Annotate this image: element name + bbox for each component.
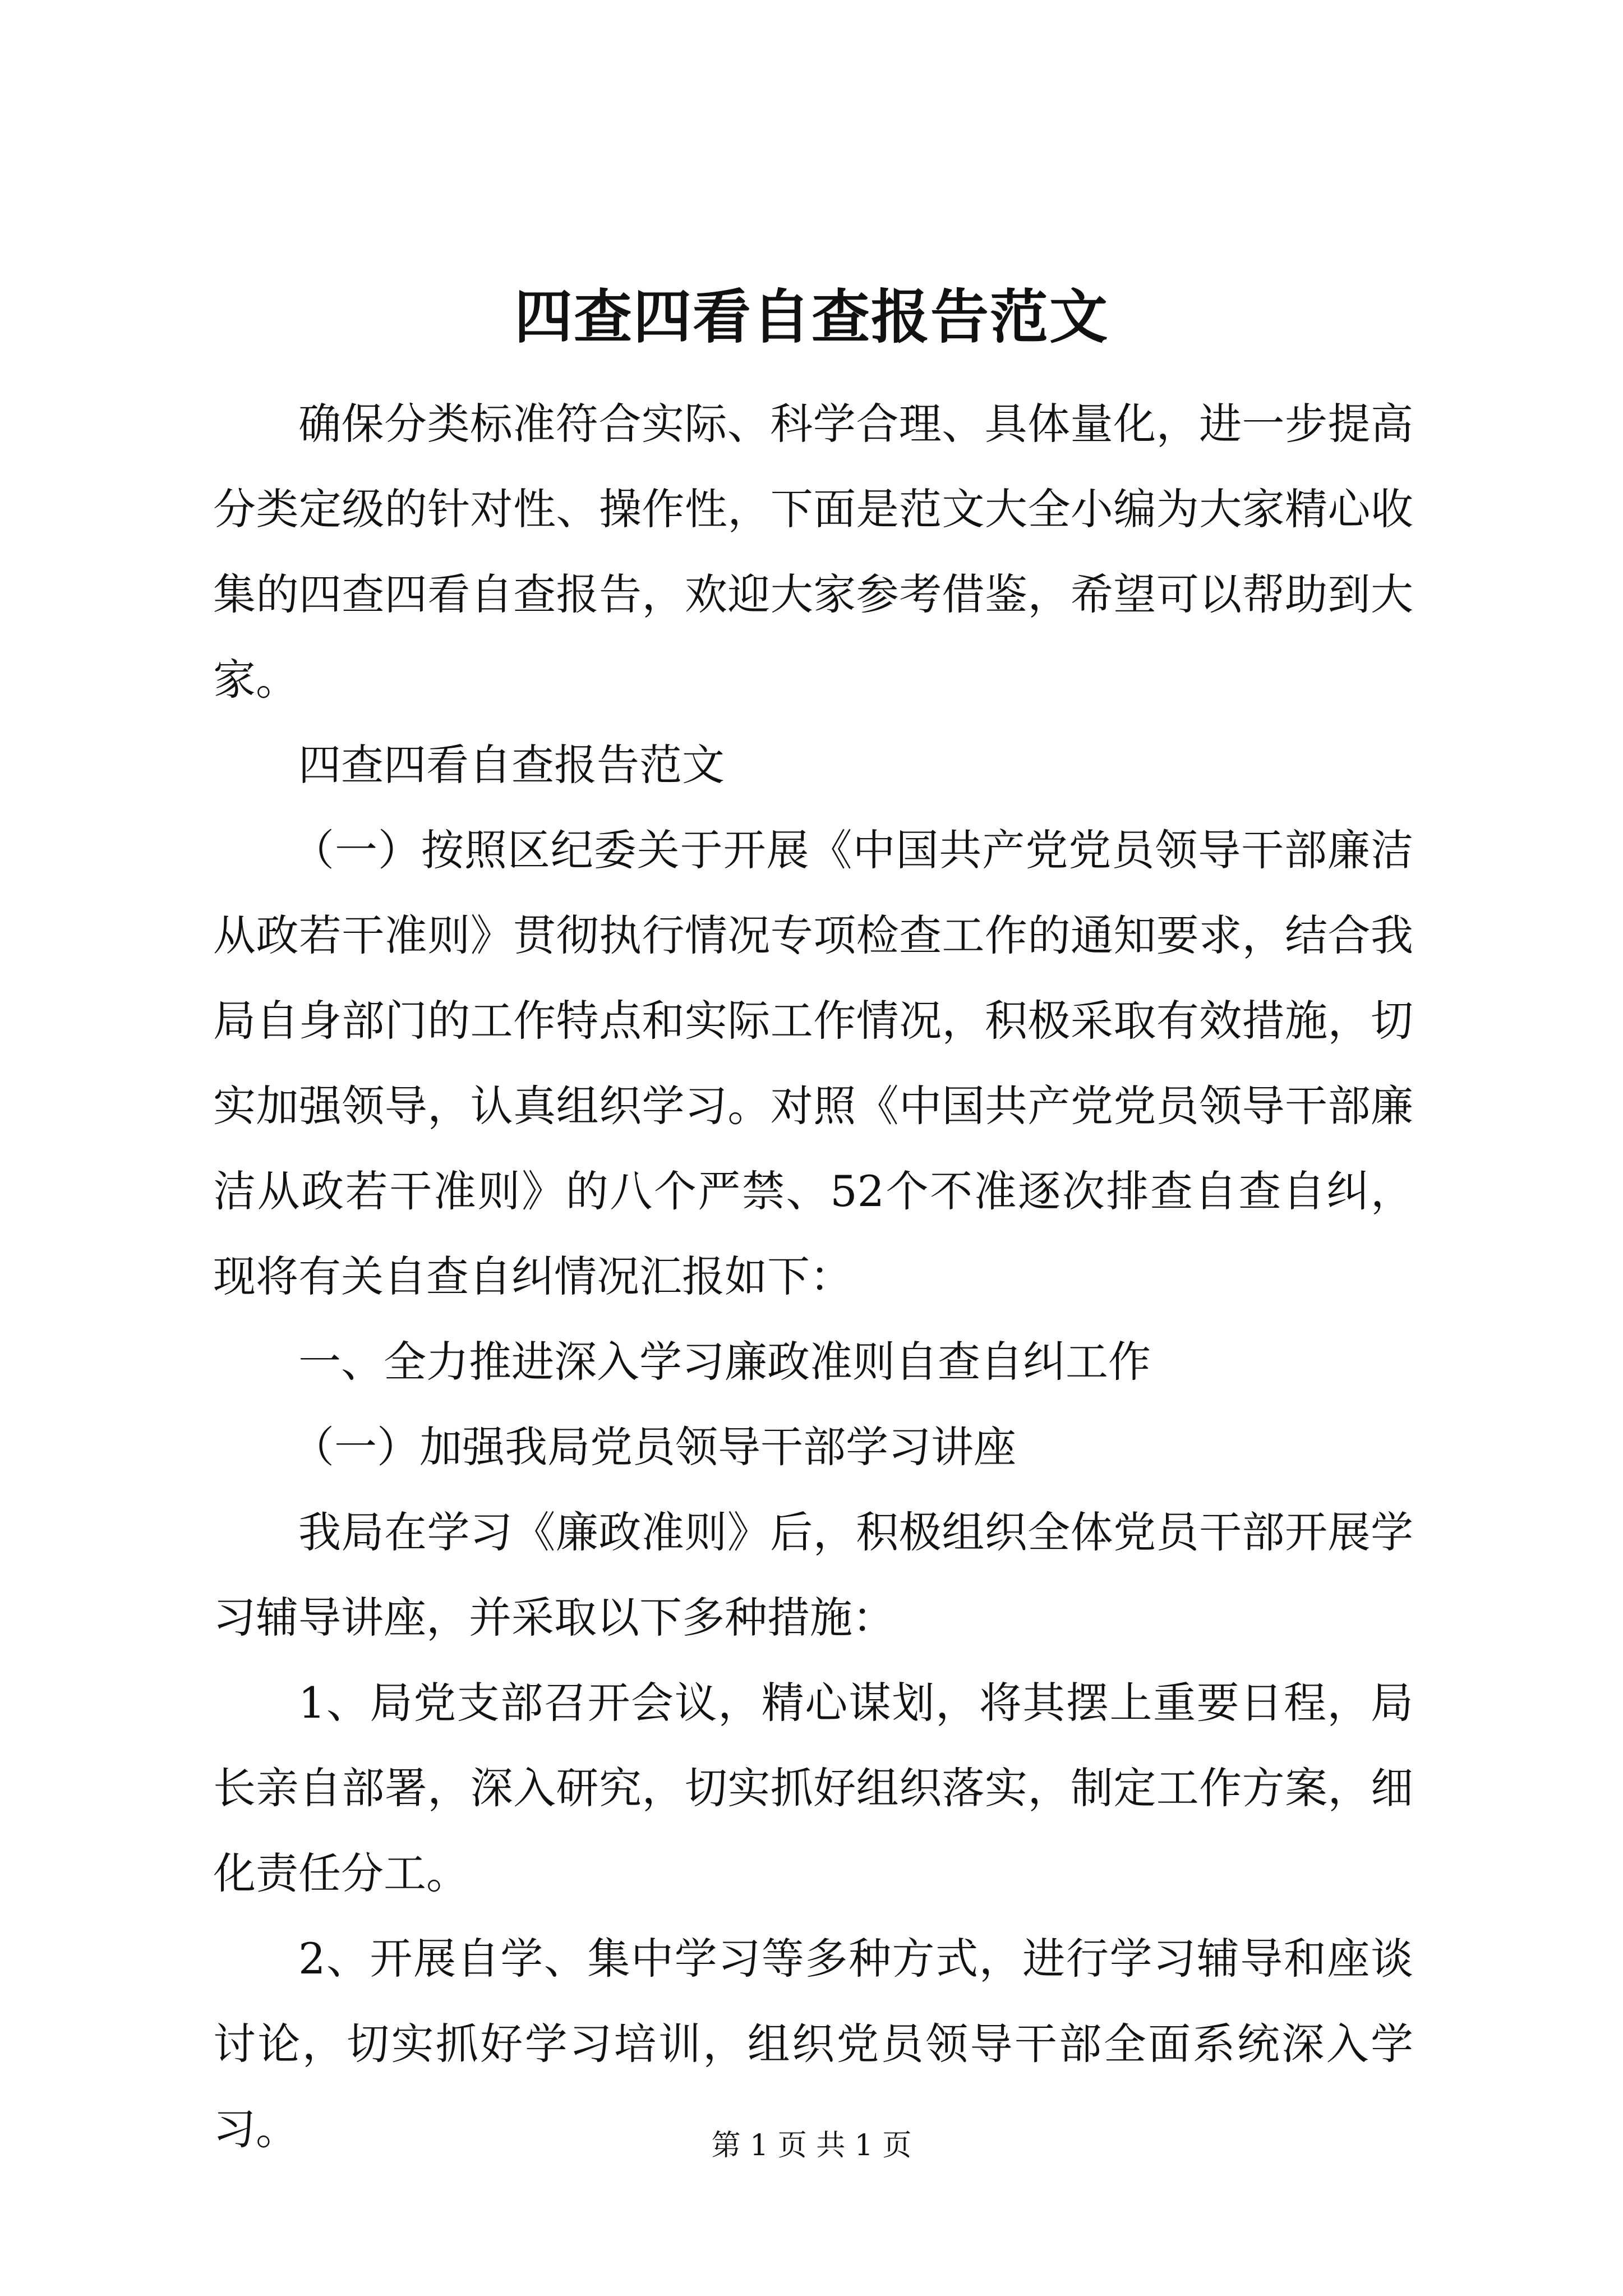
document-body: [213, 381, 1413, 2172]
paragraph-heading-1: 一、全力推进深入学习廉政准则自查自纠工作: [298, 1337, 1151, 1387]
paragraph-intro: 确保分类标准符合实际、科学合理、具体量化，进一步提高分类定级的针对性、操作性，下面是范文大全小编为大家精心收集的四查四看自查报告，欢迎大家参考借鉴，希望可以帮助到大家。: [213, 399, 1413, 705]
paragraph-item-2: 2、开展自学、集中学习等多种方式，进行学习辅导和座谈讨论，切实抓好学习培训，组织党员领导干部全面系统深入学习。: [213, 1934, 1413, 2154]
paragraph-subheading-1: （一）加强我局党员领导干部学习讲座: [292, 1422, 1016, 1472]
document-title: 四查四看自查报告范文: [514, 282, 1109, 351]
page-footer: 第 1 页 共 1 页: [711, 2129, 912, 2162]
paragraph-section-one-intro: （一）按照区纪委关于开展《中国共产党党员领导干部廉洁从政若干准则》贯彻执行情况专项检查工作的通知要求，结合我局自身部门的工作特点和实际工作情况，积极采取有效措施，切实加强领导，认真组织学习。对照《中国共产党党员领导干部廉洁从政若干准则》的八个严禁、52个不准逐次排查自查自纠，现将有关自查自纠情况汇报如下：: [213, 825, 1413, 1301]
paragraph-item-1: 1、局党支部召开会议，精心谋划，将其摆上重要日程，局长亲自部署，深入研究，切实抓好组织落实，制定工作方案，细化责任分工。: [213, 1678, 1413, 1898]
paragraph-subtitle: 四查四看自查报告范文: [298, 740, 725, 790]
paragraph-study-measures: 我局在学习《廉政准则》后，积极组织全体党员干部开展学习辅导讲座，并采取以下多种措施：: [213, 1507, 1413, 1642]
